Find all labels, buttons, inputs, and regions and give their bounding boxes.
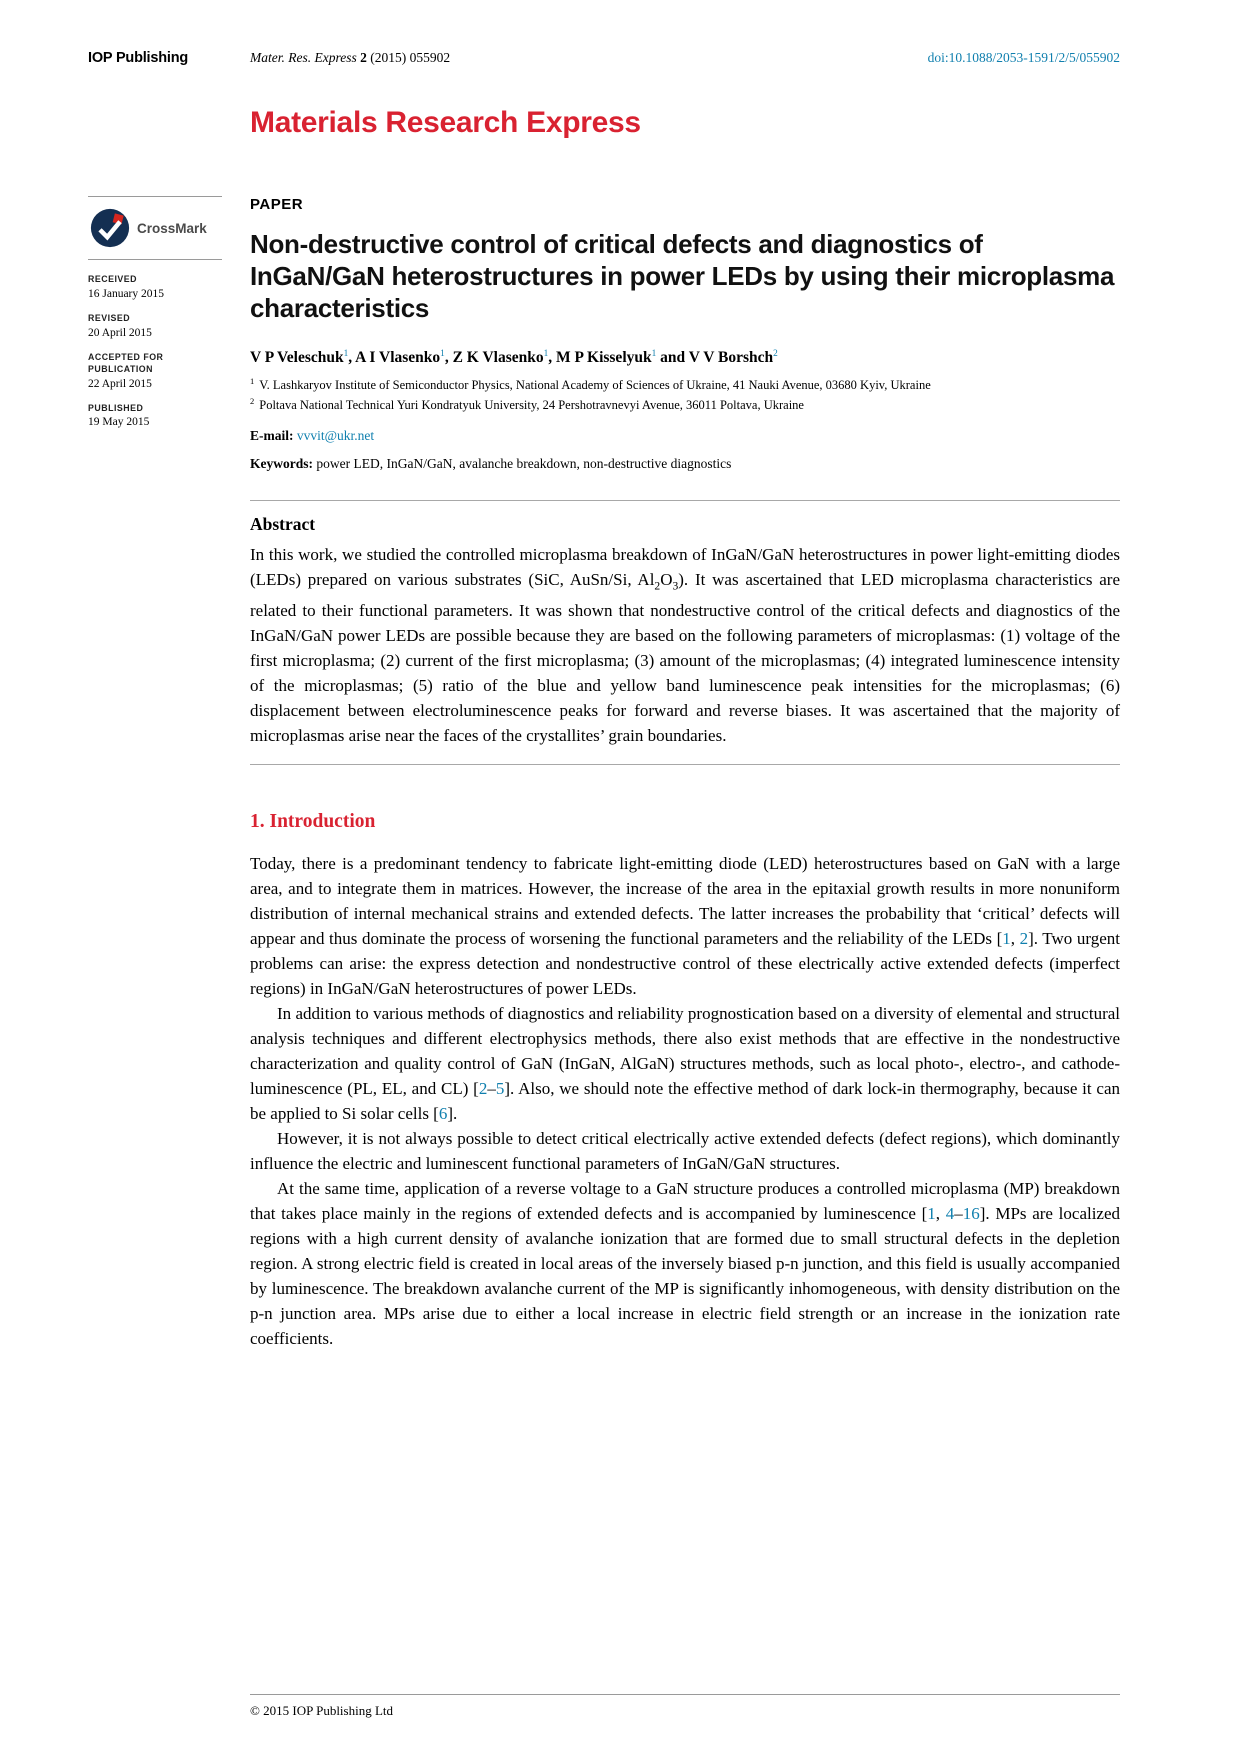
history-label: ACCEPTED FOR PUBLICATION xyxy=(88,351,164,374)
affiliation-sup: 2 xyxy=(250,395,255,406)
history-date: 16 January 2015 xyxy=(88,287,165,300)
article-history-sidebar xyxy=(88,196,250,1351)
citation-link[interactable]: 1 xyxy=(927,1204,936,1224)
citation-link[interactable]: 6 xyxy=(438,1104,448,1124)
history-label: RECEIVED xyxy=(88,274,137,284)
history-date: 19 May 2015 xyxy=(88,416,150,429)
keywords-line xyxy=(250,456,1120,472)
article-history xyxy=(88,274,222,428)
history-item-published xyxy=(88,403,222,429)
section-heading-introduction: 1. Introduction xyxy=(250,811,376,833)
paragraph: However, it is not always possible to detect critical electrically active extended defects (defect regions), which dominantly influence the electric and luminescent functional parameters of InGaN/GaN structures. xyxy=(250,1129,1120,1174)
history-date: 22 April 2015 xyxy=(88,377,152,390)
crossmark-label: CrossMark xyxy=(137,220,207,236)
authors-line: V P Veleschuk$^1$, A I Vlasenko$^1$, Z K Vlasenko$^1$, M P Kisselyuk$^1$ and V V Borshch$^2$ xyxy=(250,348,778,367)
paper-title: Non-destructive control of critical defects and diagnostics of InGaN/GaN heterostructures in power LEDs by using their microplasma characteristics xyxy=(250,229,1115,323)
abstract-heading: Abstract xyxy=(250,513,316,534)
affiliation-1 xyxy=(250,375,1120,395)
affiliation-text: Poltava National Technical Yuri Kondratyuk University, 24 Pershotravnevyi Avenue, 36011 Poltava, Ukraine xyxy=(259,398,804,413)
email-link[interactable]: vvvit@ukr.net xyxy=(296,427,375,443)
email-line xyxy=(250,428,1120,444)
citation-link[interactable]: 2 xyxy=(1019,929,1029,949)
citation-link[interactable]: 4 xyxy=(945,1204,955,1224)
history-date: 20 April 2015 xyxy=(88,326,152,339)
crossmark-icon xyxy=(90,208,130,248)
history-item-revised xyxy=(88,313,222,339)
keywords-text: power LED, InGaN/GaN, avalanche breakdown, non-destructive diagnostics xyxy=(316,455,732,471)
doi-link[interactable]: doi:10.1088/2053-1591/2/5/055902 xyxy=(927,50,1120,65)
page-footer xyxy=(250,1694,1120,1719)
history-item-accepted xyxy=(88,352,222,390)
content-area xyxy=(88,196,1120,1351)
history-item-received xyxy=(88,274,222,300)
journal-title: Materials Research Express xyxy=(250,106,641,139)
abstract-text: In this work, we studied the controlled microplasma breakdown of InGaN/GaN heterostructures in power light-emitting diodes (LEDs) prepared on various substrates (SiC, AuSn/Si, $Al_2O_3$). It was ascertained that LED microplasma characteristics are related to their functional parameters. It was shown that nondestructive control of the critical defects and diagnostics of the InGaN/GaN power LEDs are possible because they are based on the following parameters of microplasmas: (1) voltage of the first microplasma; (2) current of the first microplasma; (3) amount of the microplasmas; (4) integrated luminescence intensity of the microplasmas; (5) ratio of the blue and yellow band luminescence peak intensities for the microplasmas; (6) displacement between electroluminescence peaks for forward and reverse biases. It was ascertained that the majority of microplasmas arise near the faces of the crystallites’ grain boundaries. xyxy=(250,544,1120,746)
citation-link[interactable]: 5 xyxy=(495,1079,505,1099)
article-main xyxy=(250,196,1120,1351)
page-header xyxy=(88,50,1120,66)
keywords-label: Keywords: xyxy=(250,455,313,471)
abstract-bottom-rule xyxy=(250,764,1120,765)
affiliation-2 xyxy=(250,395,1120,415)
copyright-text: © 2015 IOP Publishing Ltd xyxy=(250,1703,394,1718)
history-label: PUBLISHED xyxy=(88,402,144,413)
citation-link[interactable]: 2 xyxy=(478,1079,488,1099)
journal-reference: Mater. Res. Express 2 (2015) 055902 xyxy=(250,50,451,65)
paragraph: At the same time, application of a reverse voltage to a GaN structure produces a controlled microplasma (MP) breakdown that takes place mainly in the regions of extended defects and is accompanied by luminescence [1, 4–16]. MPs are localized regions with a high current density of avalanche ionization that are formed due to small structural defects in the depletion region. A strong electric field is created in local areas of the inversely biased p-n junction, and this field is usually accompanied by luminescence. The breakdown avalanche current of the MP is significantly inhomogeneous, with density distribution on the p-n junction area. MPs arise due to either a local increase in electric field strength or an increase in the ionization rate coefficients. xyxy=(250,1179,1121,1349)
paragraph: In addition to various methods of diagnostics and reliability prognostication based on a diversity of elemental and structural analysis techniques and different electrophysics methods, there also exist methods that are effective in the nondestructive characterization and quality control of GaN (InGaN, AlGaN) structures methods, such as local photo-, electro-, and cathode-luminescence (PL, EL, and CL) [2–5]. Also, we should note the effective method of dark lock-in thermography, because it can be applied to Si solar cells [6]. xyxy=(250,1004,1120,1124)
citation-link[interactable]: 16 xyxy=(962,1204,980,1224)
crossmark-badge[interactable] xyxy=(88,196,222,260)
publisher-logo: IOP Publishing xyxy=(88,50,189,66)
abstract-top-rule xyxy=(250,500,1120,501)
affiliation-sup: 1 xyxy=(250,376,255,387)
citation-link[interactable]: 1 xyxy=(1002,929,1011,949)
paragraph: Today, there is a predominant tendency to fabricate light-emitting diode (LED) heterostructures based on GaN with a large area, and to integrate them in matrices. However, the increase of the area in the epitaxial growth results in more nonuniform distribution of internal mechanical strains and extended defects. The latter increases the probability that ‘critical’ defects will appear and thus dominate the process of worsening the functional parameters and the reliability of the LEDs [1, 2]. Two urgent problems can arise: the express detection and nondestructive control of these electrically active extended defects (imperfect regions) in InGaN/GaN heterostructures of power LEDs. xyxy=(250,854,1121,999)
article-type-label: PAPER xyxy=(250,196,304,213)
email-label: E-mail: xyxy=(250,427,294,443)
affiliations xyxy=(250,375,1120,415)
history-label: REVISED xyxy=(88,312,131,323)
affiliation-text: V. Lashkaryov Institute of Semiconductor Physics, National Academy of Sciences of Ukraine, 41 Nauki Avenue, 03680 Kyiv, Ukraine xyxy=(259,378,931,393)
